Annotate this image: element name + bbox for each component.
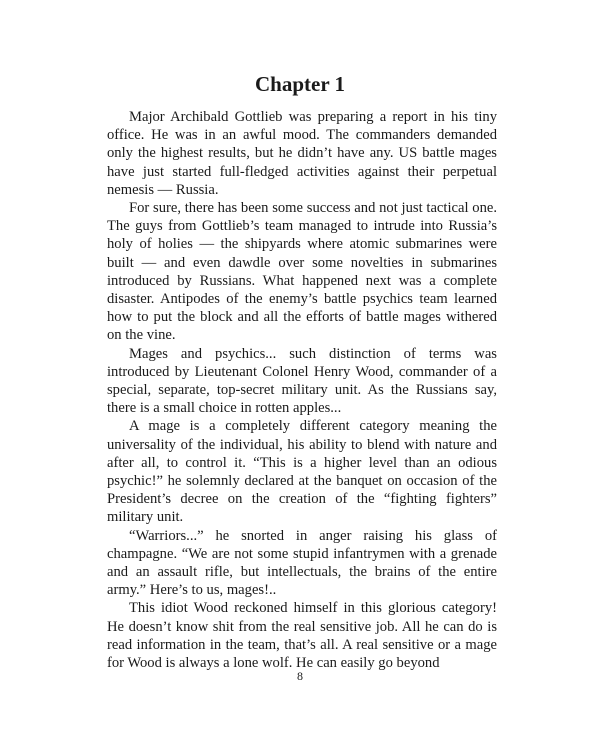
- paragraph: For sure, there has been some success and not just tactical one. The guys from Gottlieb’s team managed to intrude into Russia’s holy of holies — the shipyards where atomic submarines were built — and even dawdle over some novelties in submarines introduced by Russians. What happened next was a complete disaster. Antipodes of the enemy’s battle psychics team learned how to put the block and all the efforts of battle mages withered on the vine.: [107, 200, 497, 344]
- body-text: [107, 108, 497, 672]
- paragraph: Major Archibald Gottlieb was preparing a report in his tiny office. He was in an awful mood. The commanders demanded only the highest results, but he didn’t have any. US battle mages have just started full-fledged activities against their perpetual nemesis — Russia.: [107, 109, 497, 198]
- paragraph: A mage is a completely different category meaning the universality of the individual, his ability to blend with nature and after all, to control it. “This is a higher level than an odious psychic!” he solemnly declared at the banquet on occasion of the President’s decree on the creation of the “fighting fighters” military unit.: [107, 418, 497, 526]
- paragraph: This idiot Wood reckoned himself in this glorious category! He doesn’t know shit from the real sensitive job. All he can do is read information in the team, that’s all. A real sensitive or a mage for Wood is always a lone wolf. He can easily go beyond: [107, 600, 497, 672]
- paragraph: “Warriors...” he snorted in anger raising his glass of champagne. “We are not some stupid infantrymen with a grenade and an assault rifle, but intellectuals, the brains of the entire army.” Here’s to us, mages!..: [107, 527, 497, 599]
- chapter-title: Chapter 1: [254, 72, 346, 96]
- page-number: 8: [297, 669, 303, 683]
- paragraph: Mages and psychics... such distinction of terms was introduced by Lieutenant Colonel Henry Wood, commander of a special, separate, top-secret military unit. As the Russians say, there is a small choice in rotten apples...: [107, 345, 497, 417]
